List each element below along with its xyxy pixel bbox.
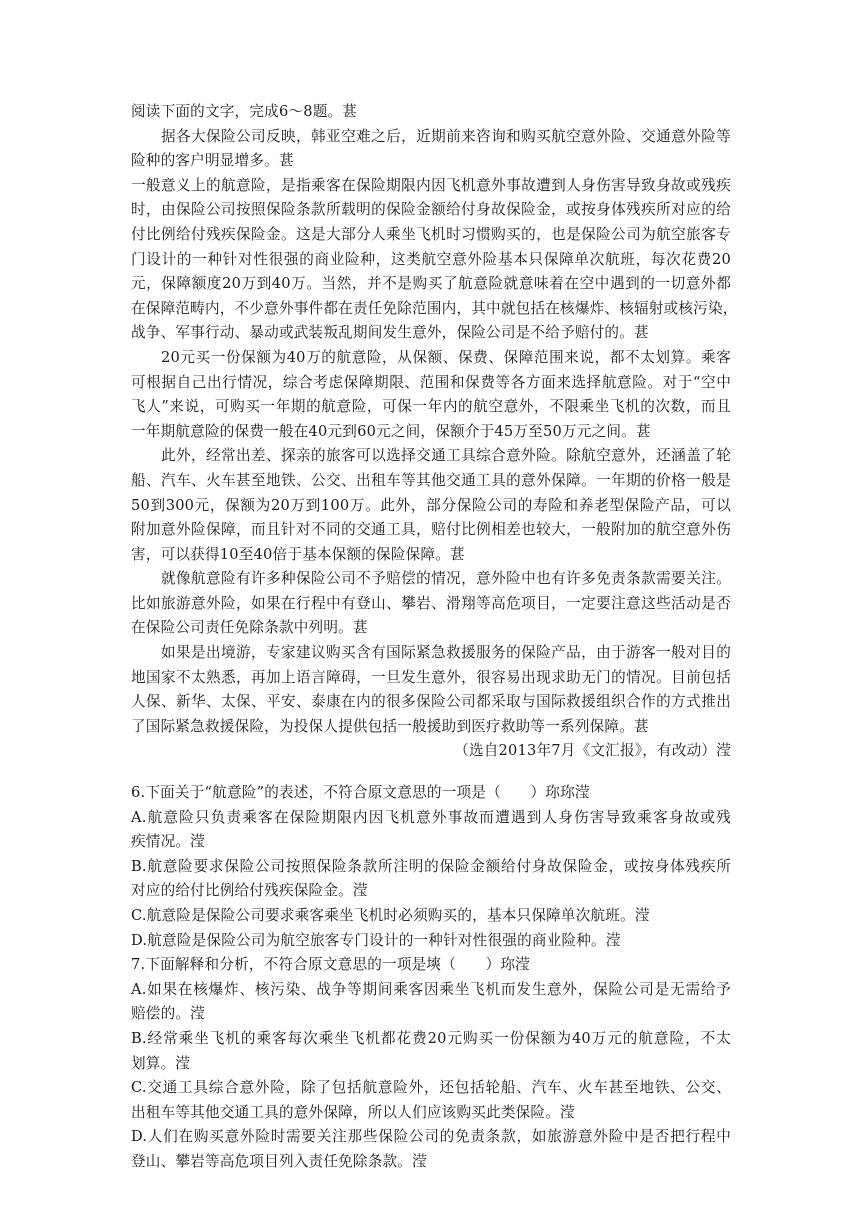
- passage-intro: 阅读下面的文字，完成6～8题。葚: [131, 103, 358, 120]
- paragraph-line: 元，保障额度20万到40万。当然，并不是购买了航意险就意味着在空中遇到的一切意外都: [131, 275, 731, 293]
- paragraph-6: [131, 641, 731, 739]
- paragraph-1: [131, 125, 731, 174]
- option-a-cont: 赔偿的。滢: [131, 1005, 205, 1023]
- passage-source: （选自2013年7月《文汇报》，有改动）滢: [454, 742, 731, 760]
- option-b-cont: 划算。滢: [131, 1054, 191, 1072]
- option-b-cont: 对应的给付比例给付残疾保险金。滢: [131, 882, 368, 900]
- question-stem: 6.下面关于“航意险”的表述，不符合原文意思的一项是（ ）珎珎滢: [131, 784, 590, 802]
- option-d: D.人们在购买意外险时需要关注那些保险公司的免责条款，如旅游意外险中是否把行程中: [131, 1128, 731, 1146]
- paragraph-4: [131, 444, 731, 567]
- paragraph-line: 飞人”来说，可购买一年期的航意险，可保一年内的航空意外，不限乘坐飞机的次数，而且: [131, 398, 731, 416]
- option-d-cont: 登山、攀岩等高危项目列入责任免除条款。滢: [131, 1152, 427, 1170]
- paragraph-line: 地国家不太熟悉，再加上语言障碍，一旦发生意外，很容易出现求助无门的情况。目前包括: [131, 668, 731, 686]
- passage: [131, 100, 738, 764]
- paragraph-line: 付比例给付残疾保险金。这是大部分人乘坐飞机时习惯购买的，也是保险公司为航空旅客专: [131, 225, 731, 243]
- option-b: B.航意险要求保险公司按照保险条款所注明的保险金额给付身故保险金，或按身体残疾所: [131, 857, 731, 875]
- paragraph-line: 比如旅游意外险，如果在行程中有登山、攀岩、滑翔等高危项目，一定要注意这些活动是否: [131, 594, 731, 612]
- paragraph-3: [131, 346, 731, 444]
- option-b: B.经常乘坐飞机的乘客每次乘坐飞机都花费20元购买一份保额为40万元的航意险，不太: [131, 1029, 731, 1047]
- paragraph-line: 20元买一份保额为40万的航意险，从保额、保费、保障范围来说，都不太划算。乘客: [161, 348, 731, 366]
- paragraph-line: 害，可以获得10至40倍于基本保额的保险保障。葚: [131, 545, 465, 563]
- option-d: D.航意险是保险公司为航空旅客专门设计的一种针对性很强的商业险种。滢: [131, 931, 621, 949]
- paragraph-line: 门设计的一种针对性很强的商业险种，这类航空意外险基本只保障单次航班，每次花费20: [131, 250, 731, 268]
- option-c: C.交通工具综合意外险，除了包括航意险外，还包括轮船、汽车、火车甚至地铁、公交、: [131, 1079, 731, 1097]
- option-a: A.航意险只负责乘客在保险期限内因飞机意外事故而遭遇到人身伤害导致乘客身故或残: [131, 808, 731, 826]
- paragraph-line: 人保、新华、太保、平安、泰康在内的很多保险公司都采取与国际救援组织合作的方式推出: [131, 693, 731, 711]
- paragraph-line: 就像航意险有许多种保险公司不予赔偿的情况，意外险中也有许多免责条款需要关注。: [161, 570, 731, 588]
- paragraph-line: 附加意外险保障，而且针对不同的交通工具，赔付比例相差也较大，一般附加的航空意外伤: [131, 521, 731, 539]
- paragraph-line: 如果是出境游，专家建议购买含有国际紧急救援服务的保险产品，由于游客一般对目的: [161, 644, 731, 662]
- option-c: C.航意险是保险公司要求乘客乘坐飞机时必须购买的，基本只保障单次航班。滢: [131, 907, 650, 924]
- option-a-cont: 疾情况。滢: [131, 833, 205, 851]
- option-a: A.如果在核爆炸、核污染、战争等期间乘客因乘坐飞机而发生意外，保险公司是无需给予: [131, 980, 731, 998]
- document-page: [131, 100, 738, 1175]
- question-7: [131, 953, 731, 1174]
- paragraph-line: 一年期航意险的保费一般在40元到60元之间，保额介于45万至50万元之间。葚: [131, 422, 651, 440]
- paragraph-line: 险种的客户明显增多。葚: [131, 152, 294, 170]
- paragraph-line: 船、汽车、火车甚至地铁、公交、出租车等其他交通工具的意外保障。一年期的价格一般是: [131, 471, 731, 489]
- paragraph-line: 50到300元，保额为20万到100万。此外，部分保险公司的寿险和养老型保险产品，可以: [131, 496, 731, 514]
- paragraph-line: 此外，经常出差、探亲的旅客可以选择交通工具综合意外险。除航空意外，还涵盖了轮: [161, 447, 731, 465]
- section-gap: [131, 764, 731, 781]
- question-stem: 7.下面解释和分析，不符合原文意思的一项是塽（ ）珎滢: [131, 956, 530, 974]
- paragraph-line: 时，由保险公司按照保险条款所载明的保险金额给付身故保险金，或按身体残疾所对应的给: [131, 201, 731, 219]
- paragraph-line: 一般意义上的航意险，是指乘客在保险期限内因飞机意外事故遭到人身伤害导致身故或残疾: [131, 176, 731, 194]
- question-6: [131, 781, 731, 953]
- paragraph-line: 在保险公司责任免除条款中列明。葚: [131, 619, 368, 637]
- paragraph-line: 战争、军事行动、暴动或武装叛乱期间发生意外，保险公司是不给予赔付的。葚: [131, 324, 649, 342]
- paragraph-line: 了国际紧急救援保险，为投保人提供包括一般援助到医疗救助等一系列保障。葚: [131, 717, 649, 735]
- paragraph-line: 在保障范畴内，不少意外事件都在责任免除范围内，其中就包括在核爆炸、核辐射或核污染，: [131, 299, 738, 317]
- paragraph-5: [131, 567, 731, 641]
- paragraph-line: 可根据自己出行情况，综合考虑保障期限、范围和保费等各方面来选择航意险。对于“空中: [131, 373, 731, 391]
- option-c-cont: 出租车等其他交通工具的意外保障，所以人们应该购买此类保险。滢: [131, 1103, 575, 1121]
- paragraph-line: 据各大保险公司反映，韩亚空难之后，近期前来咨询和购买航空意外险、交通意外险等: [161, 127, 731, 145]
- paragraph-2: [131, 174, 738, 346]
